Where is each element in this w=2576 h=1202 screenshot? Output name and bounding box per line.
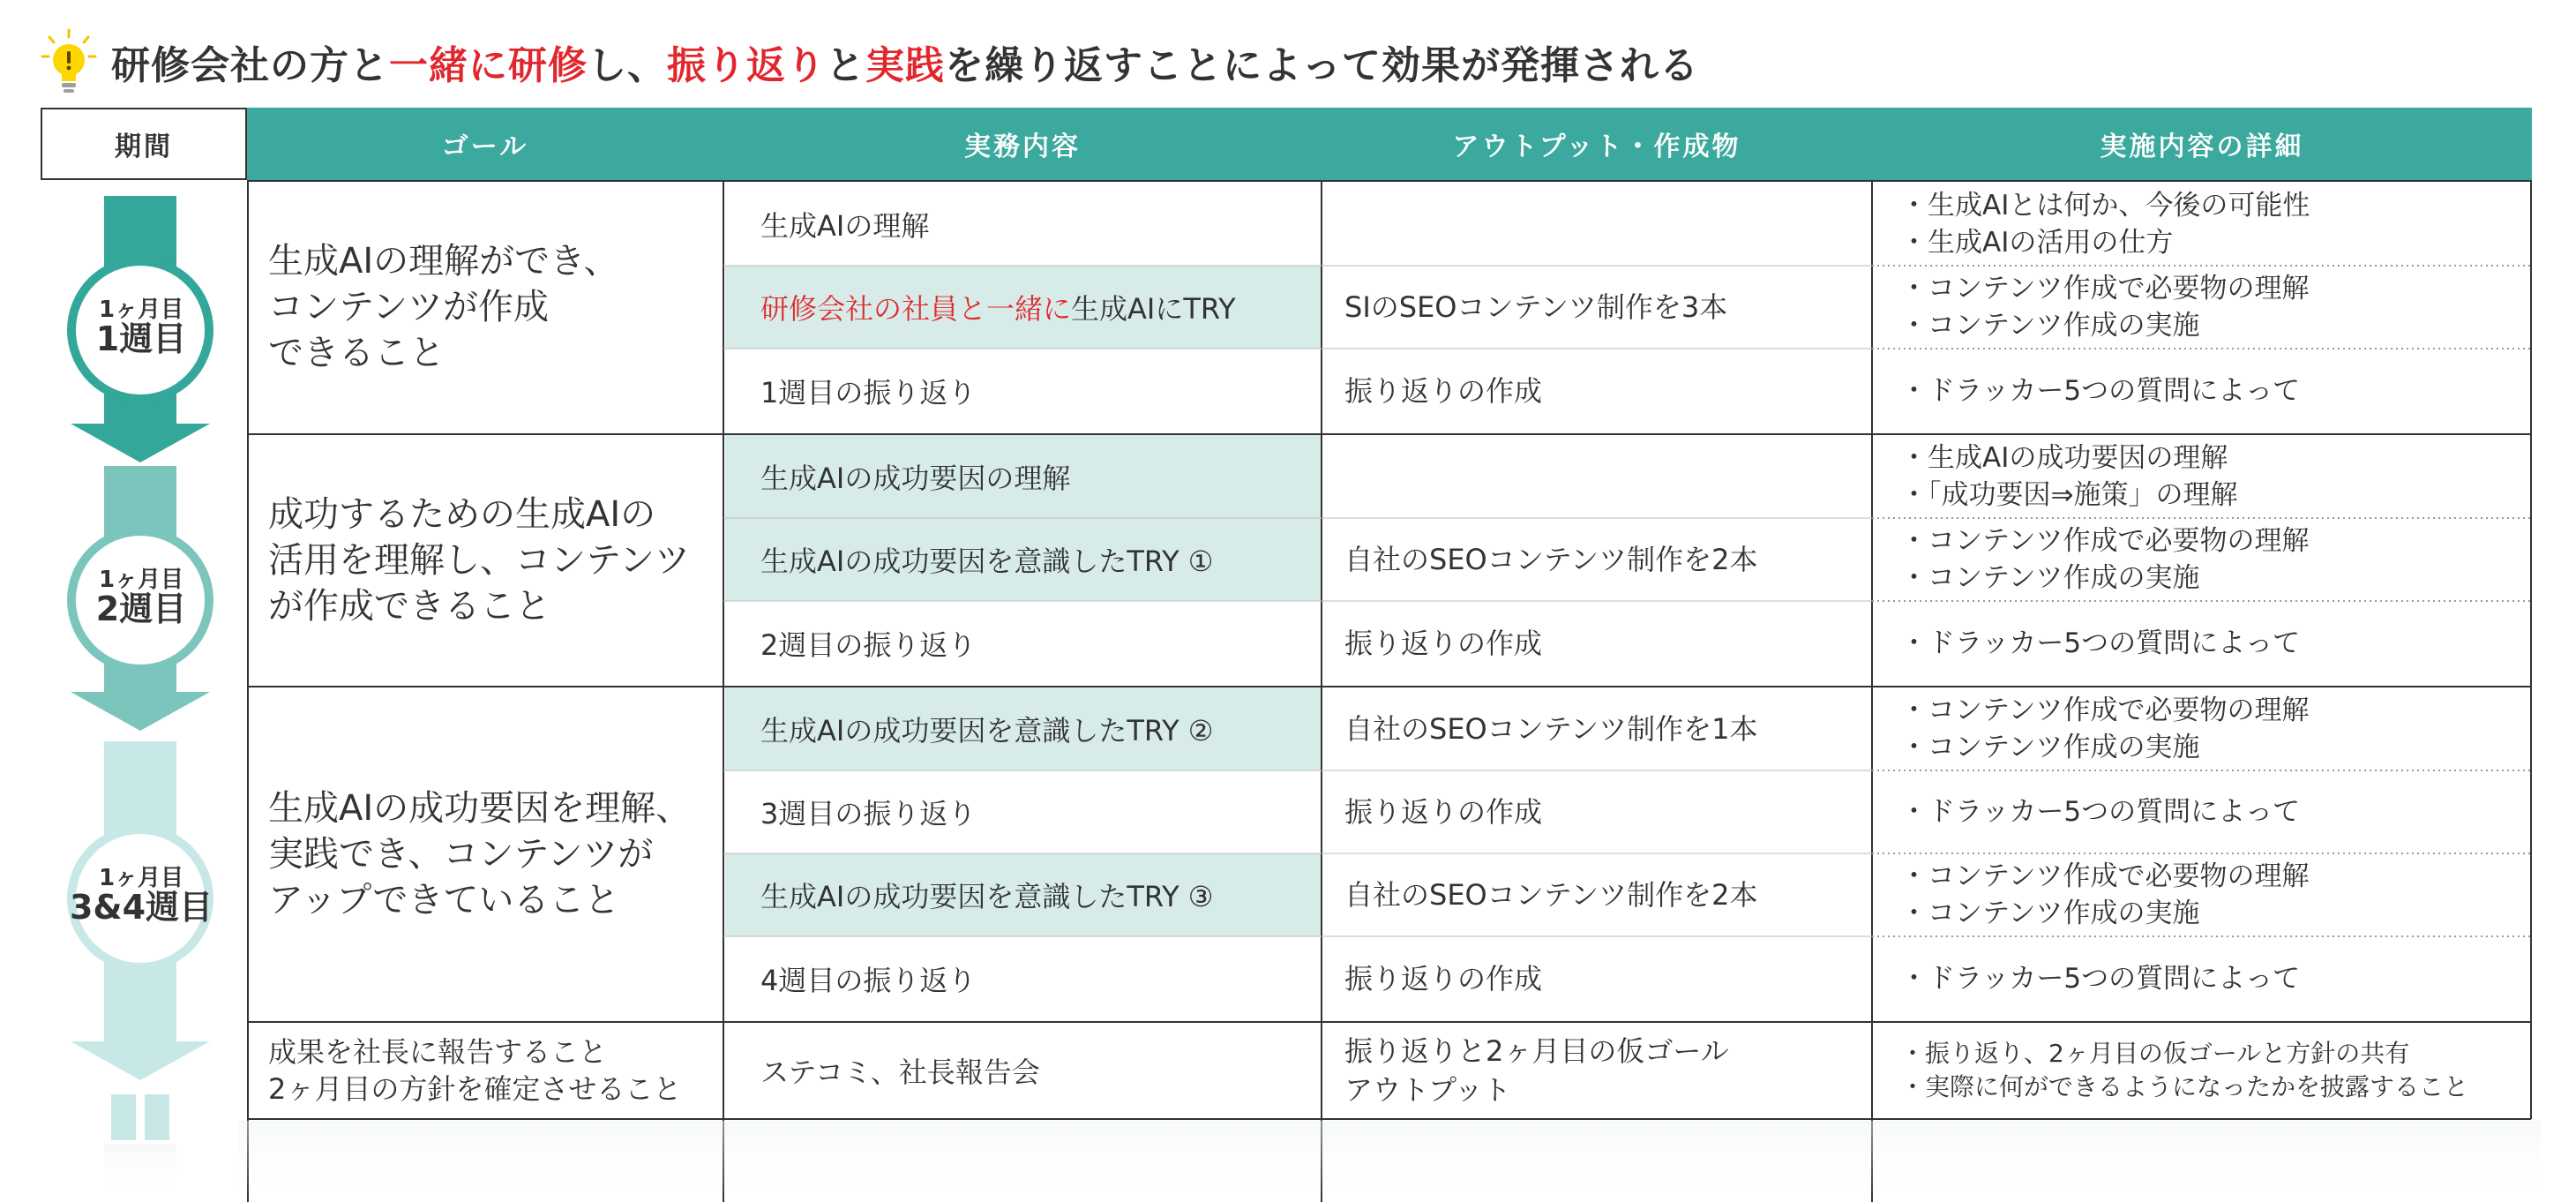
detail-cell: ・ドラッカー5つの質問によって [1900,627,2301,659]
task-cell: ステコミ、社長報告会 [760,1056,1040,1089]
output-cell: 振り返りと2ヶ月目の仮ゴール アウトプット [1344,1034,1729,1107]
output-cell: 振り返りの作成 [1344,795,1543,829]
period-label-week2: 1ヶ月目 2週目 [95,567,187,629]
detail-cell: ・ドラッカー5つの質問によって [1900,375,2301,407]
detail-cell: ・生成AIの成功要因の理解 ・「成功要因⇒施策」の理解 [1900,442,2238,511]
detail-cell: ・コンテンツ作成で必要物の理解 ・コンテンツ作成の実施 [1900,273,2310,342]
detail-cell: ・振り返り、2ヶ月目の仮ゴールと方針の共有 ・実際に何ができるようになったかを披露すること [1900,1039,2469,1101]
detail-cell: ・ドラッカー5つの質問によって [1900,963,2301,995]
goal-cell: 生成AIの理解ができ、 コンテンツが作成 できること [268,241,619,373]
task-text: 生成AIの成功要因を意識したTRY ① [760,545,1214,578]
detail-cell: ・ドラッカー5つの質問によって [1900,796,2301,828]
task-cell: 3週目の振り返り [760,797,977,830]
output-cell: 振り返りの作成 [1344,627,1543,660]
output-cell: SIのSEOコンテンツ制作を3本 [1344,290,1728,324]
period-label-week34: 1ヶ月目 3&4週目 [69,865,213,928]
goal-cell: 成功するための生成AIの 活用を理解し、コンテンツ が作成できること [268,494,690,627]
task-text: 生成AIの成功要因の理解 [760,462,1071,495]
header-outputs: アウトプット・作成物 [1322,108,1872,180]
detail-cell: ・生成AIとは何か、今後の可能性 ・生成AIの活用の仕方 [1900,189,2310,259]
task-cell: 生成AIの理解 [760,208,930,243]
task-text: 生成AIの成功要因を意識したTRY ③ [760,880,1214,913]
task-text: 研修会社の社員と一緒に生成AIにTRY [760,292,1236,326]
page-title: 研修会社の方と一緒に研修し、振り返りと実践を繰り返すことによって効果が発揮される [111,43,1699,88]
header-details: 実施内容の詳細 [1872,108,2532,180]
task-cell: 1週目の振り返り [760,376,977,409]
period-label-week1: 1ヶ月目 1週目 [95,297,187,359]
output-cell: 自社のSEOコンテンツ制作を2本 [1344,543,1758,576]
output-cell: 振り返りの作成 [1344,374,1543,408]
task-cell: 2週目の振り返り [760,628,977,662]
task-cell: 4週目の振り返り [760,964,977,997]
task-text: 生成AIの成功要因を意識したTRY ② [760,714,1214,747]
header-goal: ゴール [247,108,723,180]
detail-cell: ・コンテンツ作成で必要物の理解 ・コンテンツ作成の実施 [1900,525,2310,594]
goal-cell: 成果を社長に報告すること 2ヶ月目の方針を確定させること [268,1035,682,1106]
header-period: 期間 [41,108,247,180]
output-cell: 自社のSEOコンテンツ制作を2本 [1344,878,1758,912]
output-cell: 自社のSEOコンテンツ制作を1本 [1344,712,1758,746]
header-tasks: 実務内容 [723,108,1322,180]
detail-cell: ・コンテンツ作成で必要物の理解 ・コンテンツ作成の実施 [1900,860,2310,929]
period-arrow-next [104,1094,176,1197]
goal-cell: 生成AIの成功要因を理解、 実践でき、コンテンツが アップできていること [268,788,692,920]
detail-cell: ・コンテンツ作成で必要物の理解 ・コンテンツ作成の実施 [1900,695,2310,763]
output-cell: 振り返りの作成 [1344,962,1543,995]
